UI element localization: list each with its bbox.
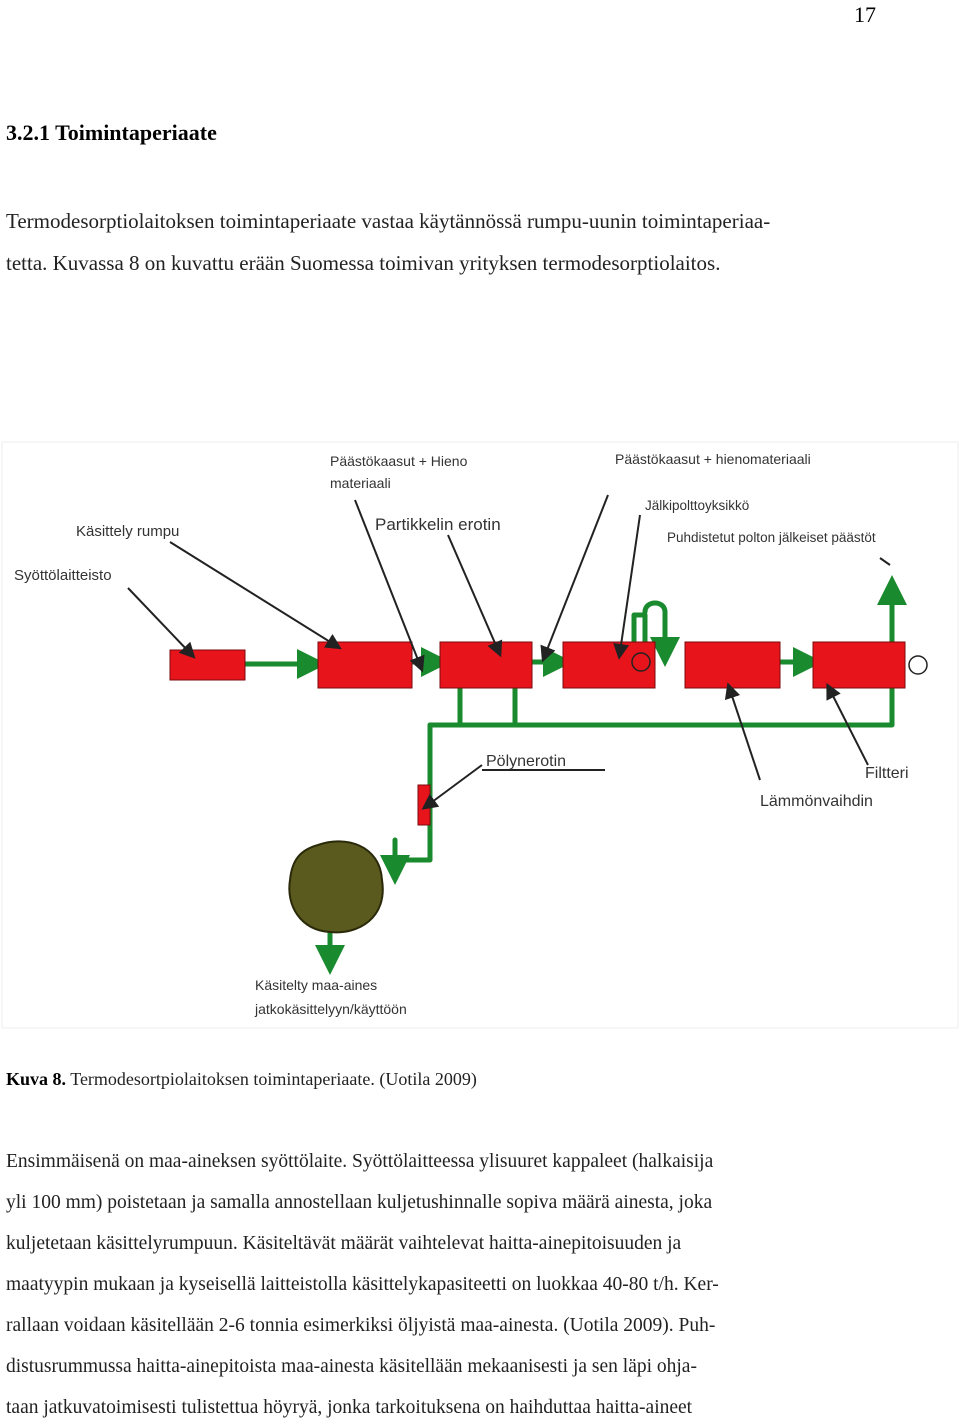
figure-caption [6,1069,477,1090]
body-line: rallaan voidaan käsitellään 2-6 tonnia esimerkiksi öljyistä maa-ainesta. (Uotila 2009). Puh- [6,1315,716,1336]
label-heat-exchanger: Lämmönvaihdin [760,793,873,810]
body-line: maatyypin mukaan ja kyseisellä laitteistolla käsittelykapasiteetti on luokkaa 40-80 t/h. Ker- [6,1274,719,1295]
body-line: Ensimmäisenä on maa-aineksen syöttölaite. Syöttölaitteessa ylisuuret kappaleet (halkaisija [6,1151,714,1172]
label-treated-soil-2: jatkokäsittelyyn/käyttöön [255,1001,407,1017]
label-feeder: Syöttölaitteisto [14,567,112,584]
label-dust-separator: Pölynerotin [486,753,567,770]
pointer-afterburner [620,515,640,652]
intro-paragraph [6,200,886,284]
pointer-feeder [128,588,190,653]
label-gases-fine-1: Päästökaasut + Hieno [330,453,468,469]
process-diagram [0,440,960,1030]
pointer-dust-separator [428,765,482,805]
body-line: kuljetetaan käsittelyrumpuun. Käsiteltävät määrät vaihtelevat haitta-ainepitoisuuden ja [6,1233,682,1254]
flow-return-line [430,715,892,725]
filter-unit [813,642,905,688]
label-drum: Käsittely rumpu [76,523,180,540]
treatment-drum [318,642,412,688]
intro-line: tetta. Kuvassa 8 on kuvattu erään Suomessa toimivan yrityksen termodesorptiolaitos. [6,251,721,275]
body-paragraph [6,1141,876,1428]
process-diagram-svg [0,440,960,1030]
pointer-gases-2 [545,495,608,655]
body-line: taan jatkuvatoimisesti tulistettua höyryä, jonka tarkoituksena on haihduttaa haitta-aineet [6,1397,693,1418]
afterburner-unit [563,642,655,688]
label-treated-soil-1: Käsitelty maa-aines [255,977,378,993]
label-gases-fine-2: materiaali [330,475,391,491]
pointer-clean-emissions [880,558,890,565]
soil-pile [289,841,382,932]
label-clean-emissions: Puhdistetut polton jälkeiset päästöt [667,530,876,545]
label-filter: Filtteri [865,765,909,782]
intro-line: Termodesorptiolaitoksen toimintaperiaate vastaa käytännössä rumpu-uunin toimintaperiaa- [6,209,771,233]
filter-port [909,656,927,674]
heat-exchanger [685,642,780,688]
section-heading: 3.2.1 Toimintaperiaate [6,120,217,145]
particle-separator [440,642,532,688]
body-line: distusrummussa haitta-ainepitoista maa-ainesta käsitellään mekaanisesti ja sen läpi ohja- [6,1356,697,1377]
label-gases-finematerial: Päästökaasut + hienomateriaali [615,451,811,467]
pointer-drum [170,542,335,645]
feeder-unit [170,650,245,680]
body-line: yli 100 mm) poistetaan ja samalla annostellaan kuljetushinnalle sopiva määrä ainesta, joka [6,1192,713,1213]
label-particle-separator: Partikkelin erotin [375,515,501,534]
caption-label: Kuva 8. [6,1069,67,1089]
label-afterburner: Jälkipolttoyksikkö [645,498,750,513]
caption-text: Termodesortpiolaitoksen toimintaperiaate. (Uotila 2009) [70,1069,477,1089]
pointer-heat-exchanger [730,690,760,780]
page-number: 17 [854,2,876,27]
pointer-particle-separator [448,535,498,650]
